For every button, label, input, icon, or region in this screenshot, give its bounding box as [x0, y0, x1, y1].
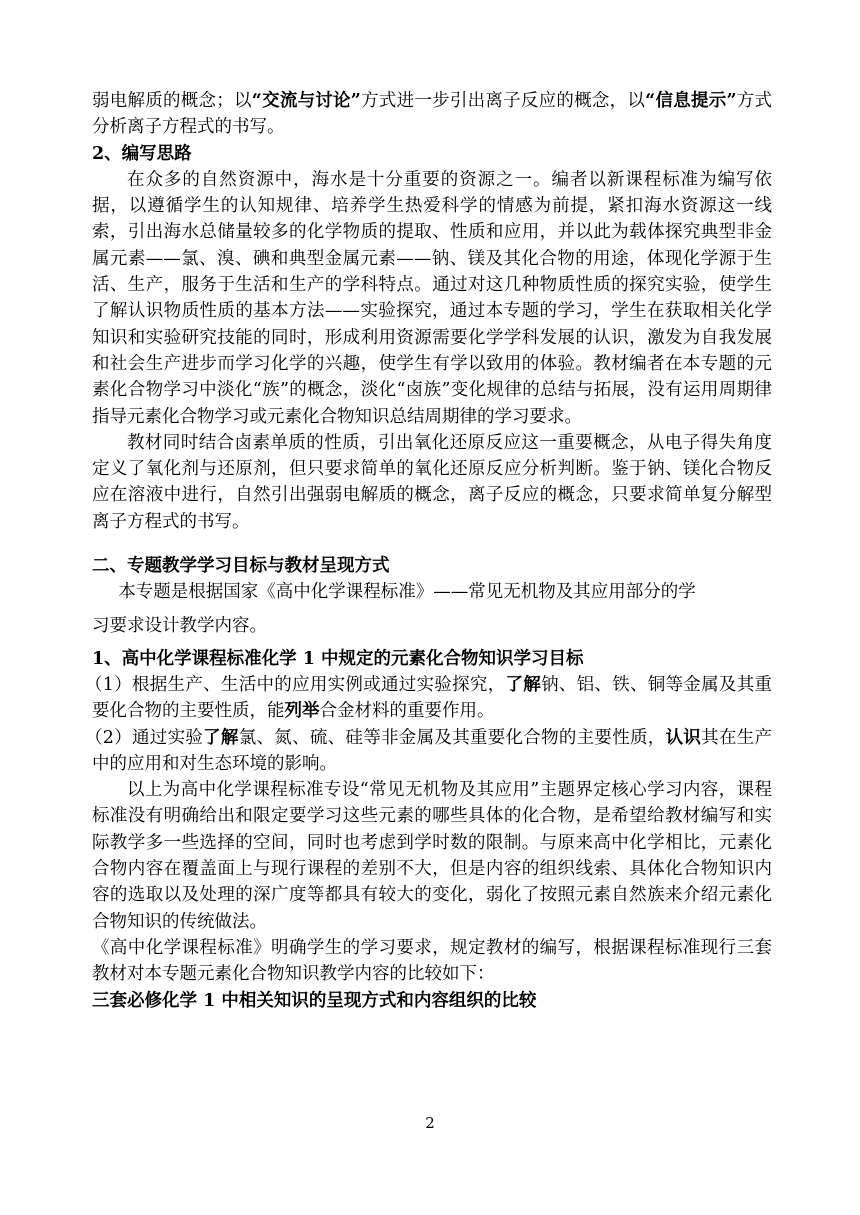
goal-item-1 [85, 672, 773, 725]
paragraph-section-2-line-2: 习要求设计教学内容。 [92, 615, 267, 636]
paragraph-writing-ideas-1: 在众多的自然资源中，海水是十分重要的资源之一。编者以新课程标准为编写依据，以遵循学生的认知规律、培养学生热爱科学的情感为前提，紧扣海水资源这一线索，引出海水总储量较多的化学物质的提取、性质和应用，并以此为载体探究典型非金属元素——氯、溴、碘和典型金属元素——钠、镁及其化合物的用途，体现化学源于生活、生产，服务于生活和生产的学科特点。通过对这几种物质性质的探究实验，使学生了解认识物质性质的基本方法——实验探究，通过本专题的学习，学生在获取相关化学知识和实验研究技能的同时，形成利用资源需要化学学科发展的认识，激发为自我发展和社会生产进步而学习化学的兴趣，使学生有学以致用的体验。教材编者在本专题的元素化合物学习中淡化“族”的概念，淡化“卤族”变化规律的总结与拓展，没有运用周期律指导元素化合物学习或元素化合物知识总结周期律的学习要求。 [92, 169, 772, 427]
text-run: （2）通过实验 [85, 727, 204, 748]
bold-text: 了解 [505, 674, 542, 695]
text-run: 方式分析离子方程式的书写。 [92, 91, 773, 138]
heading-textbook-comparison: 三套必修化学 1 中相关知识的呈现方式和内容组织的比较 [92, 990, 537, 1011]
paragraph-goal-explanation: 以上为高中化学课程标准专设“常见无机物及其应用”主题界定核心学习内容，课程标准没有明确给出和限定要学习这些元素的哪些具体的化合物，是希望给教材编写和实际教学多一些选择的空间，同时也考虑到学时数的限制。与原来高中化学相比，元素化合物内容在覆盖面上与现行课程的差别不大，但是内容的组织线索、具体化合物知识内容的选取以及处理的深广度等都具有较大的变化，弱化了按照元素自然族来介绍元素化合物知识的传统做法。 [92, 780, 772, 932]
heading-section-2: 二、专题教学学习目标与教材呈现方式 [92, 556, 390, 577]
goal-item-2 [85, 725, 773, 778]
document-body [85, 88, 773, 1014]
text-run: 其在生产中的应用和对生态环境的影响。 [92, 727, 773, 774]
bold-text: 认识 [665, 727, 702, 748]
text-run: 弱电解质的概念；以 [92, 91, 252, 111]
paragraph-standard-comparison: 《高中化学课程标准》明确学生的学习要求，规定教材的编写，根据课程标准现行三套教材对本专题元素化合物知识教学内容的比较如下： [92, 937, 772, 985]
spacer [92, 535, 772, 553]
heading-writing-ideas: 2、编写思路 [92, 143, 192, 164]
paragraph-writing-ideas-2: 教材同时结合卤素单质的性质，引出氧化还原反应这一重要概念，从电子得失角度定义了氧化剂与还原剂，但只要求简单的氧化还原反应分析判断。鉴于钠、镁化合物反应在溶液中进行，自然引出强弱电解质的概念，离子反应的概念，只要求简单复分解型离子方程式的书写。 [92, 432, 772, 532]
text-run: 方式进一步引出离子反应的概念，以 [360, 91, 646, 111]
heading-learning-goals: 1、高中化学课程标准化学 1 中规定的元素化合物知识学习目标 [92, 648, 584, 669]
bold-text: “信息提示” [645, 91, 737, 111]
bold-text: 列举 [284, 701, 320, 722]
paragraph-intro [92, 88, 772, 141]
paragraph-section-2-line-1: 本专题是根据国家《高中化学课程标准》——常见无机物及其应用部分的学 [118, 582, 696, 603]
text-run: 合金材料的重要作用。 [319, 701, 495, 722]
bold-text: 了解 [203, 727, 239, 748]
page-number: 2 [425, 1114, 435, 1132]
bold-text: “交流与讨论” [251, 91, 361, 111]
text-run: 氯、氮、硫、硅等非金属及其重要化合物的主要性质， [238, 727, 666, 748]
text-run: 钠、铝、铁、铜等金属及其重要化合物的主要性质，能 [92, 674, 773, 722]
text-run: （1）根据生产、生活中的应用实例或通过实验探究， [85, 674, 506, 695]
